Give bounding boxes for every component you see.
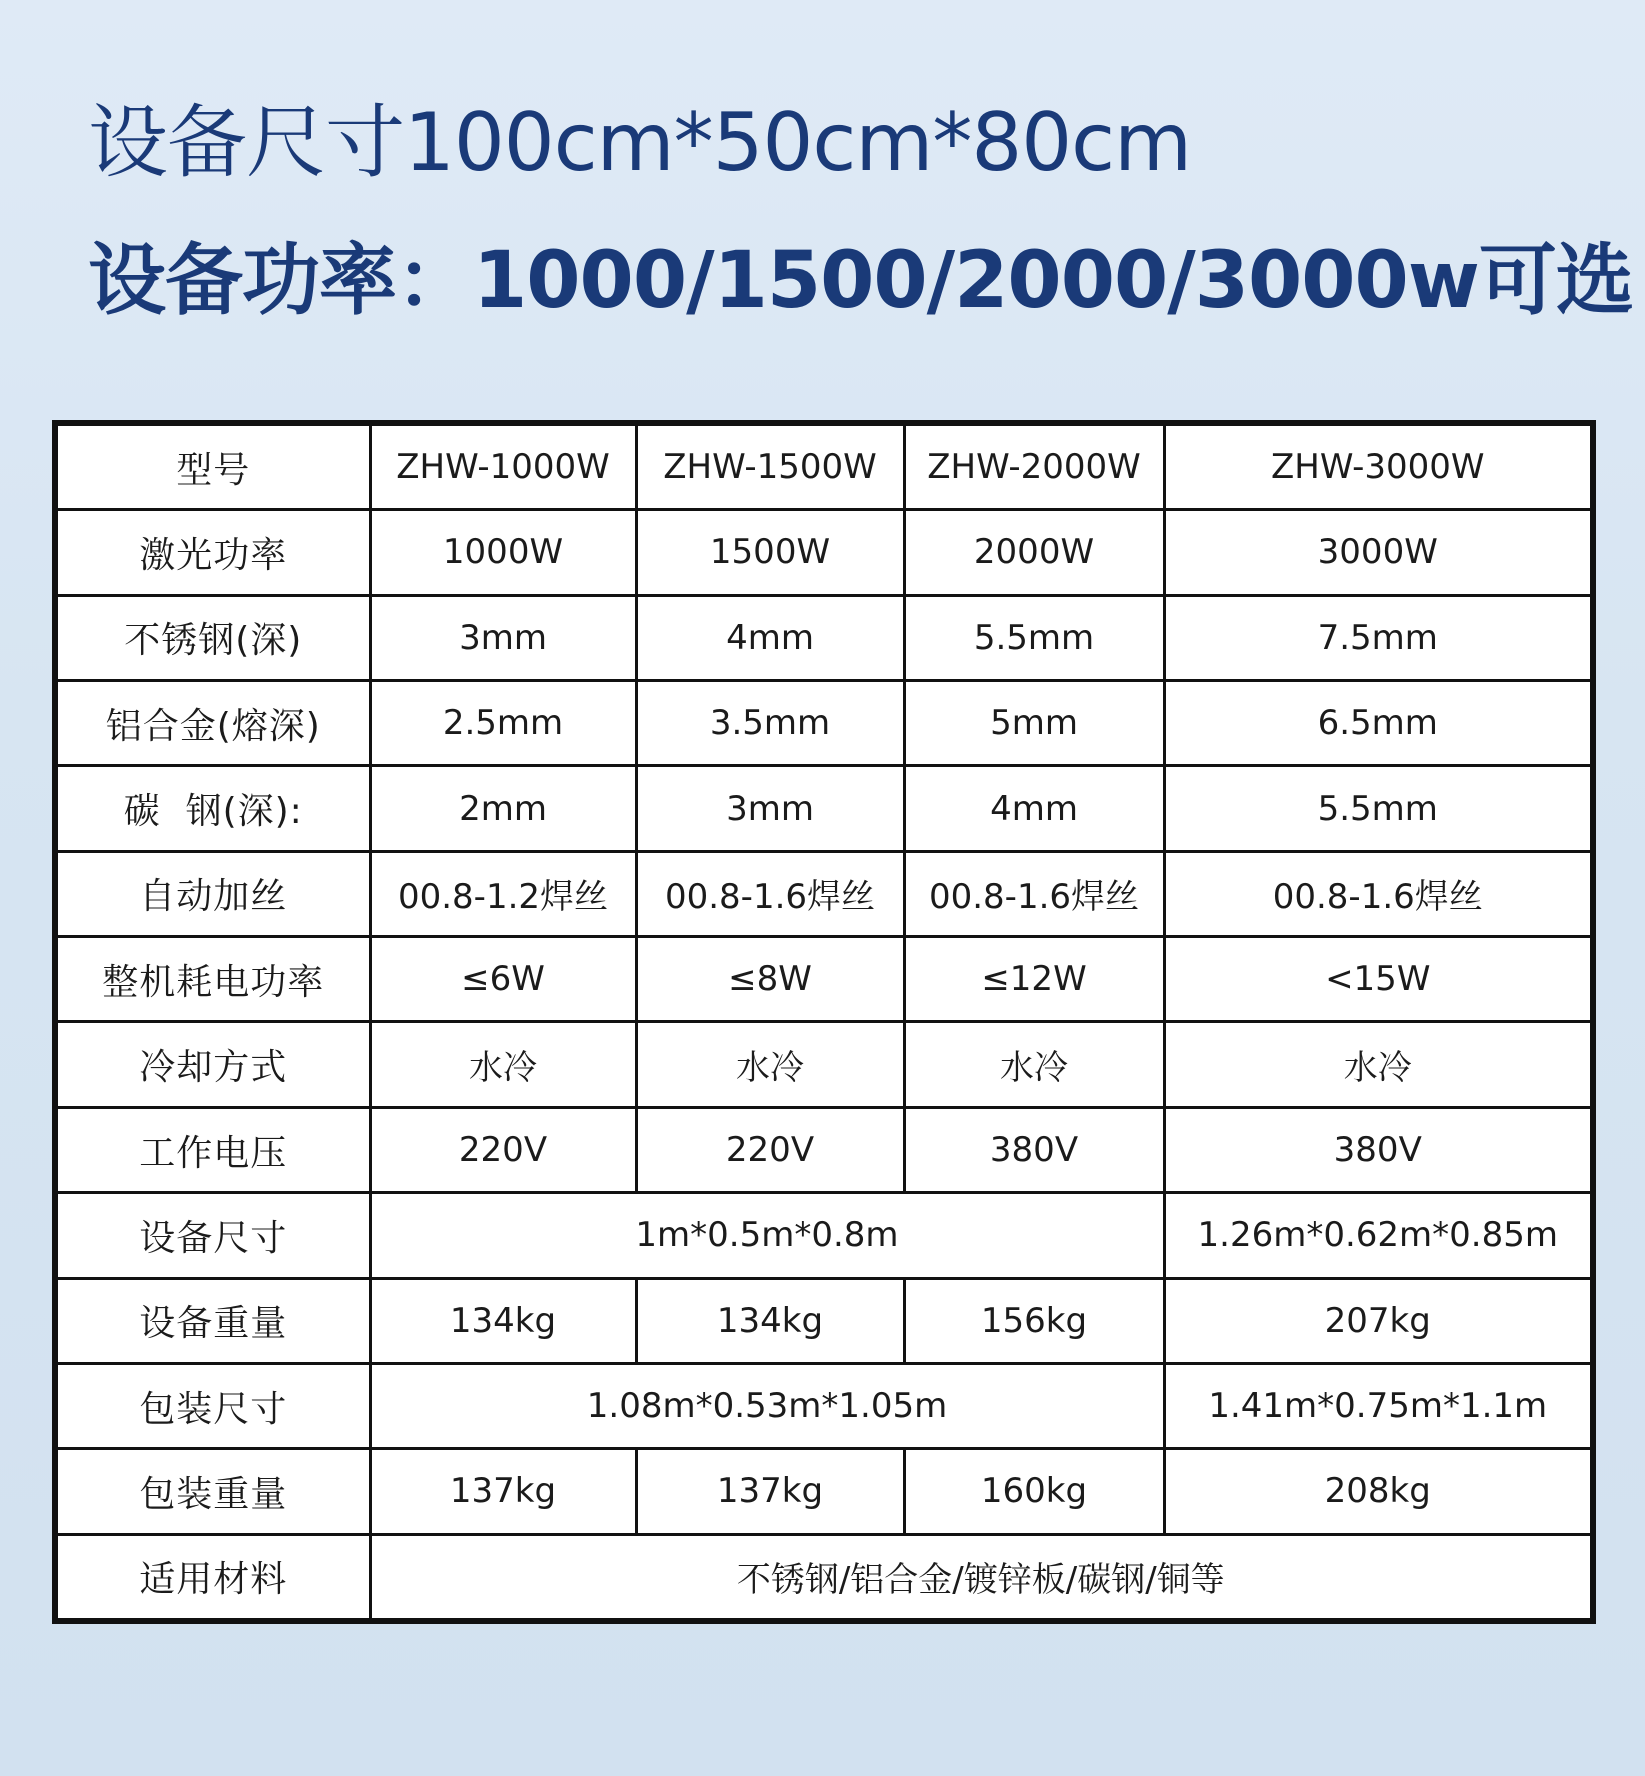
model-cell: ZHW-2000W (904, 426, 1164, 510)
row-label-cooling-method: 冷却方式 (58, 1022, 370, 1107)
table-cell: 5mm (904, 681, 1164, 766)
row-label-model: 型号 (58, 426, 370, 510)
table-row-carbon-steel (58, 766, 1590, 851)
table-cell: 水冷 (1164, 1022, 1590, 1107)
table-cell: 00.8-1.6焊丝 (1164, 851, 1590, 936)
table-cell: 4mm (636, 595, 904, 680)
table-cell: 3mm (370, 595, 636, 680)
table-cell: 2.5mm (370, 681, 636, 766)
row-label-auto-wire-feed: 自动加丝 (58, 851, 370, 936)
table-cell: 156kg (904, 1278, 1164, 1363)
table-cell: 水冷 (370, 1022, 636, 1107)
spec-table (58, 426, 1590, 1618)
row-label-equipment-weight: 设备重量 (58, 1278, 370, 1363)
table-cell: 220V (636, 1107, 904, 1192)
model-cell: ZHW-1500W (636, 426, 904, 510)
table-row-model (58, 426, 1590, 510)
table-row-package-size (58, 1363, 1590, 1448)
table-cell-merged: 1m*0.5m*0.8m (370, 1193, 1164, 1278)
row-label-carbon-steel: 碳 钢(深): (58, 766, 370, 851)
table-cell: 3mm (636, 766, 904, 851)
row-label-machine-power-consumption: 整机耗电功率 (58, 937, 370, 1022)
row-label-stainless-steel: 不锈钢(深) (58, 595, 370, 680)
equipment-power-headline: 设备功率：1000/1500/2000/3000w可选 (88, 236, 1633, 326)
table-cell: 380V (1164, 1107, 1590, 1192)
table-cell: 00.8-1.6焊丝 (904, 851, 1164, 936)
table-cell: 2000W (904, 510, 1164, 595)
table-cell: ≤6W (370, 937, 636, 1022)
table-row-auto-wire-feed (58, 851, 1590, 936)
table-row-working-voltage (58, 1107, 1590, 1192)
table-cell: 380V (904, 1107, 1164, 1192)
table-cell: 5.5mm (904, 595, 1164, 680)
table-row-cooling-method (58, 1022, 1590, 1107)
table-cell-merged: 1.08m*0.53m*1.05m (370, 1363, 1164, 1448)
table-cell: 3000W (1164, 510, 1590, 595)
table-cell: 2mm (370, 766, 636, 851)
table-row-package-weight (58, 1449, 1590, 1534)
table-cell: 7.5mm (1164, 595, 1590, 680)
table-row-equipment-size (58, 1193, 1590, 1278)
table-row-applicable-materials (58, 1534, 1590, 1618)
table-cell: 208kg (1164, 1449, 1590, 1534)
equipment-dimensions-headline: 设备尺寸100cm*50cm*80cm (88, 96, 1192, 189)
table-cell: 134kg (636, 1278, 904, 1363)
table-row-laser-power (58, 510, 1590, 595)
table-cell-merged: 不锈钢/铝合金/镀锌板/碳钢/铜等 (370, 1534, 1590, 1618)
table-cell: 134kg (370, 1278, 636, 1363)
table-cell: 00.8-1.2焊丝 (370, 851, 636, 936)
table-cell: 137kg (370, 1449, 636, 1534)
row-label-laser-power: 激光功率 (58, 510, 370, 595)
table-row-stainless-steel (58, 595, 1590, 680)
table-cell: 220V (370, 1107, 636, 1192)
table-cell: 1000W (370, 510, 636, 595)
table-cell: ≤8W (636, 937, 904, 1022)
table-cell: 1.26m*0.62m*0.85m (1164, 1193, 1590, 1278)
table-cell: 水冷 (636, 1022, 904, 1107)
spec-table-container (52, 420, 1596, 1624)
table-cell: 160kg (904, 1449, 1164, 1534)
row-label-package-size: 包装尺寸 (58, 1363, 370, 1448)
row-label-applicable-materials: 适用材料 (58, 1534, 370, 1618)
table-cell: 00.8-1.6焊丝 (636, 851, 904, 936)
table-cell: 1500W (636, 510, 904, 595)
row-label-aluminum-alloy: 铝合金(熔深) (58, 681, 370, 766)
model-cell: ZHW-3000W (1164, 426, 1590, 510)
table-cell: 5.5mm (1164, 766, 1590, 851)
table-cell: 3.5mm (636, 681, 904, 766)
table-row-aluminum-alloy (58, 681, 1590, 766)
table-cell: 6.5mm (1164, 681, 1590, 766)
row-label-equipment-size: 设备尺寸 (58, 1193, 370, 1278)
row-label-working-voltage: 工作电压 (58, 1107, 370, 1192)
table-cell: 137kg (636, 1449, 904, 1534)
table-cell: <15W (1164, 937, 1590, 1022)
table-cell: 水冷 (904, 1022, 1164, 1107)
table-cell: ≤12W (904, 937, 1164, 1022)
model-cell: ZHW-1000W (370, 426, 636, 510)
table-cell: 1.41m*0.75m*1.1m (1164, 1363, 1590, 1448)
table-row-equipment-weight (58, 1278, 1590, 1363)
table-cell: 207kg (1164, 1278, 1590, 1363)
row-label-package-weight: 包装重量 (58, 1449, 370, 1534)
table-cell: 4mm (904, 766, 1164, 851)
table-row-machine-power-consumption (58, 937, 1590, 1022)
